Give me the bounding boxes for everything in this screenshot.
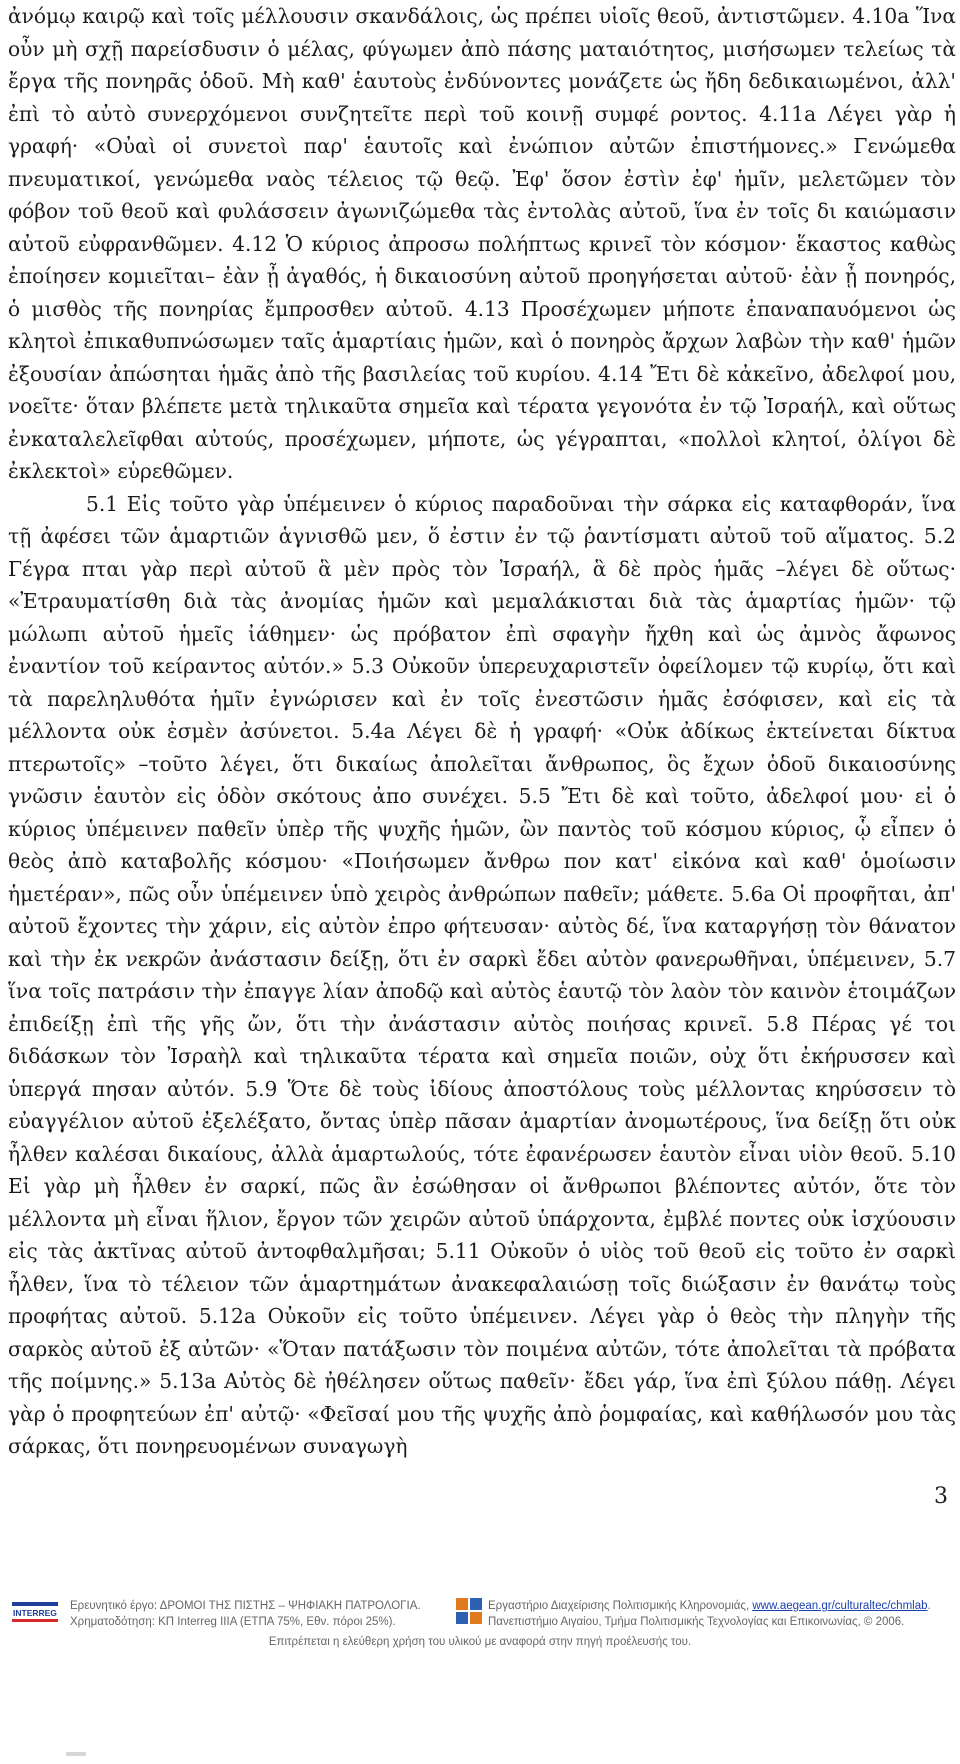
- page-number: 3: [934, 1484, 948, 1509]
- paragraph-2: 5.1 Εἰς τοῦτο γὰρ ὑπέμεινεν ὁ κύριος παραδοῦναι τὴν σάρκα εἰς καταφθοράν, ἵνα τῇ ἀφέσει τῶν ἁμαρτιῶν ἁγνισθῶ μεν, ὅ ἐστιν ἐν τῷ ῥαντίσματι αὐτοῦ τοῦ αἵματος. 5.2 Γέγρα πται γὰρ περὶ αὐτοῦ ἃ μὲν πρὸς τὸν Ἰσραήλ, ἃ δὲ πρὸς ἡμᾶς –λέγει δὲ οὕτως· «Ἐτραυματίσθη διὰ τὰς ἀνομίας ἡμῶν καὶ μεμαλάκισται διὰ τὰς ἁμαρτίας ἡμῶν· τῷ μώλωπι αὐτοῦ ἡμεῖς ἰάθημεν· ὡς πρόβατον ἐπὶ σφαγὴν ἤχθη καὶ ὡς ἀμνὸς ἄφωνος ἐναντίον τοῦ κείραντος αὐτόν.» 5.3 Οὐκοῦν ὑπερευχαριστεῖν ὀφείλομεν τῷ κυρίῳ, ὅτι καὶ τὰ παρεληλυθότα ἡμῖν ἐγνώρισεν καὶ ἐν τοῖς ἐνεστῶσιν ἡμᾶς ἐσόφισεν, καὶ εἰς τὰ μέλλοντα οὐκ ἐσμὲν ἀσύνετοι. 5.4a Λέγει δὲ ἡ γραφή· «Οὐκ ἀδίκως ἐκτείνεται δίκτυα πτερωτοῖς» –τοῦτο λέγει, ὅτι δικαίως ἀπολεῖται ἄνθρωπος, ὃς ἔχων ὁδοῦ δικαιοσύνης γνῶσιν ἑαυτὸν εἰς ὁδὸν σκότους ἀπο συνέχει. 5.5 Ἔτι δὲ καὶ τοῦτο, ἀδελφοί μου· εἰ ὁ κύριος ὑπέμεινεν παθεῖν ὑπὲρ τῆς ψυχῆς ἡμῶν, ὢν παντὸς τοῦ κόσμου κύριος, ᾧ εἶπεν ὁ θεὸς ἀπὸ καταβολῆς κόσμου· «Ποιήσωμεν ἄνθρω πον κατ' εἰκόνα καὶ καθ' ὁμοίωσιν ἡμετέραν», πῶς οὖν ὑπέμεινεν ὑπὸ χειρὸς ἀνθρώπων παθεῖν; μάθετε. 5.6a Οἱ προφῆται, ἀπ' αὐτοῦ ἔχοντες τὴν χάριν, εἰς αὐτὸν ἐπρο φήτευσαν· αὐτὸς δέ, ἵνα καταργήσῃ τὸν θάνατον καὶ τὴν ἐκ νεκρῶν ἀνάστασιν δείξῃ, ὅτι ἐν σαρκὶ ἔδει αὐτὸν φανερωθῆναι, ὑπέμεινεν, 5.7 ἵνα τοῖς πατράσιν τὴν ἐπαγγε λίαν ἀποδῷ καὶ αὐτὸς ἑαυτῷ τὸν λαὸν τὸν καινὸν ἑτοιμάζων ἐπιδείξῃ ἐπὶ τῆς γῆς ὤν, ὅτι τὴν ἀνάστασιν αὐτὸς ποιήσας κρινεῖ. 5.8 Πέρας γέ τοι διδάσκων τὸν Ἰσραὴλ καὶ τηλικαῦτα τέρατα καὶ σημεῖα ποιῶν, οὐχ ὅτι ἐκήρυσσεν καὶ ὑπεργά πησαν αὐτόν. 5.9 Ὅτε δὲ τοὺς ἰδίους ἀποστόλους τοὺς μέλλοντας κηρύσσειν τὸ εὐαγγέλιον αὐτοῦ ἐξελέξατο, ὄντας ὑπὲρ πᾶσαν ἁμαρτίαν ἀνομωτέρους, ἵνα δείξῃ ὅτι οὐκ ἦλθεν καλέσαι δικαίους, ἀλλὰ ἁμαρτωλούς, τότε ἐφανέρωσεν ἑαυτὸν εἶναι υἱὸν θεοῦ. 5.10 Εἰ γὰρ μὴ ἦλθεν ἐν σαρκί, πῶς ἂν ἐσώθησαν οἱ ἄνθρωποι βλέποντες αὐτόν, ὅτε τὸν μέλλοντα μὴ εἶναι ἥλιον, ἔργον τῶν χειρῶν αὐτοῦ ὑπάρχοντα, ἐμβλέ ποντες οὐκ ἰσχύουσιν εἰς τὰς ἀκτῖνας αὐτοῦ ἀντοφθαλμῆσαι; 5.11 Οὐκοῦν ὁ υἱὸς τοῦ θεοῦ εἰς τοῦτο ἐν σαρκὶ ἦλθεν, ἵνα τὸ τέλειον τῶν ἁμαρτημάτων ἀνακεφαλαιώσῃ τοῖς διώξασιν ἐν θανάτῳ τοὺς προφήτας αὐτοῦ. 5.12a Οὐκοῦν εἰς τοῦτο ὑπέμεινεν. Λέγει γὰρ ὁ θεὸς τὴν πληγὴν τῆς σαρκὸς αὐτοῦ ἐξ αὐτῶν· «Ὅταν πατάξωσιν τὸν ποιμένα αὐτῶν, τότε ἀπολεῖται τὰ πρόβατα τῆς ποίμνης.» 5.13a Αὐτὸς δὲ ἠθέλησεν οὕτως παθεῖν· ἔδει γάρ, ἵνα ἐπὶ ξύλου πάθῃ. Λέγει γὰρ ὁ προφητεύων ἐπ' αὐτῷ· «Φεῖσαί μου τῆς ψυχῆς ἀπὸ ῥομφαίας, καὶ καθήλωσόν μου τὰς σάρκας, ὅτι πονηρευομένων συναγωγὴ: [8, 491, 956, 1458]
- paragraph-1: ἀνόμῳ καιρῷ καὶ τοῖς μέλλουσιν σκανδάλοις, ὡς πρέπει υἱοῖς θεοῦ, ἀντιστῶμεν. 4.10a Ἵνα οὖν μὴ σχῇ παρείσδυσιν ὁ μέλας, φύγωμεν ἀπὸ πάσης ματαιότητος, μισήσωμεν τελείως τὰ ἔργα τῆς πονηρᾶς ὁδοῦ. Μὴ καθ' ἑαυτοὺς ἐνδύνοντες μονάζετε ὡς ἤδη δεδικαιωμένοι, ἀλλ' ἐπὶ τὸ αὐτὸ συνερχόμενοι συνζητεῖτε περὶ τοῦ κοινῇ συμφέ ροντος. 4.11a Λέγει γὰρ ἡ γραφή· «Οὐαὶ οἱ συνετοὶ παρ' ἑαυτοῖς καὶ ἐνώπιον αὐτῶν ἐπιστήμονες.» Γενώμεθα πνευματικοί, γενώμεθα ναὸς τέλειος τῷ θεῷ. Ἐφ' ὅσον ἐστὶν ἐφ' ἡμῖν, μελετῶμεν τὸν φόβον τοῦ θεοῦ καὶ φυλάσσειν ἀγωνιζώμεθα τὰς ἐντολὰς αὐτοῦ, ἵνα ἐν τοῖς δι καιώμασιν αὐτοῦ εὐφρανθῶμεν. 4.12 Ὁ κύριος ἀπροσω πολήπτως κρινεῖ τὸν κόσμον· ἕκαστος καθὼς ἐποίησεν κομιεῖται– ἐὰν ᾖ ἀγαθός, ἡ δικαιοσύνη αὐτοῦ προηγήσεται αὐτοῦ· ἐὰν ᾖ πονηρός, ὁ μισθὸς τῆς πονηρίας ἔμπροσθεν αὐτοῦ. 4.13 Προσέχωμεν μήποτε ἐπαναπαυόμενοι ὡς κλητοὶ ἐπικαθυπνώσωμεν ταῖς ἁμαρτίαις ἡμῶν, καὶ ὁ πονηρὸς ἄρχων λαβὼν τὴν καθ' ἡμῶν ἐξουσίαν ἀπώσηται ἡμᾶς ἀπὸ τῆς βασιλείας τοῦ κυρίου. 4.14 Ἔτι δὲ κἀκεῖνο, ἀδελφοί μου, νοεῖτε· ὅταν βλέπετε μετὰ τηλικαῦτα σημεῖα καὶ τέρατα γεγονότα ἐν τῷ Ἰσραήλ, καὶ οὕτως ἐνκαταλελεῖφθαι αὐτούς, προσέχωμεν, μήποτε, ὡς γέγραπται, «πολλοὶ κλητοί, ὀλίγοι δὲ ἐκλεκτοὶ» εὑρεθῶμεν.: [8, 4, 956, 483]
- svg-text:INTERREG: INTERREG: [13, 1608, 57, 1618]
- document-body: [8, 0, 956, 1463]
- footer-lab-info: [488, 1598, 958, 1630]
- footer-project-info: [70, 1598, 440, 1630]
- page-edge-mark: [66, 1752, 86, 1756]
- footer-lab-period: .: [927, 1600, 931, 1612]
- footer-lab-line: [488, 1598, 958, 1614]
- lab-logo-icon: [456, 1598, 482, 1624]
- footer-project-line: Ερευνητικό έργο: ΔΡΟΜΟΙ ΤΗΣ ΠΙΣΤΗΣ – ΨΗΦΙΑΚΗ ΠΑΤΡΟΛΟΓΙΑ.: [70, 1600, 421, 1612]
- footer-funding-line: Χρηματοδότηση: ΚΠ Interreg IIIA (ΕΤΠΑ 75%, Εθν. πόροι 25%).: [70, 1616, 396, 1628]
- footer-usage-note: Επιτρέπεται η ελεύθερη χρήση του υλικού με αναφορά στην πηγή προέλευσής του.: [268, 1636, 692, 1648]
- interreg-logo-icon: [10, 1598, 60, 1626]
- footer-lab-name: Εργαστήριο Διαχείρισης Πολιτισμικής Κληρονομιάς,: [488, 1600, 753, 1612]
- footer-university-line: Πανεπιστήμιο Αιγαίου, Τμήμα Πολιτισμικής Τεχνολογίας και Επικοινωνίας, © 2006.: [488, 1616, 905, 1628]
- footer: [0, 1590, 960, 1660]
- footer-lab-link[interactable]: www.aegean.gr/culturaltec/chmlab: [752, 1600, 928, 1612]
